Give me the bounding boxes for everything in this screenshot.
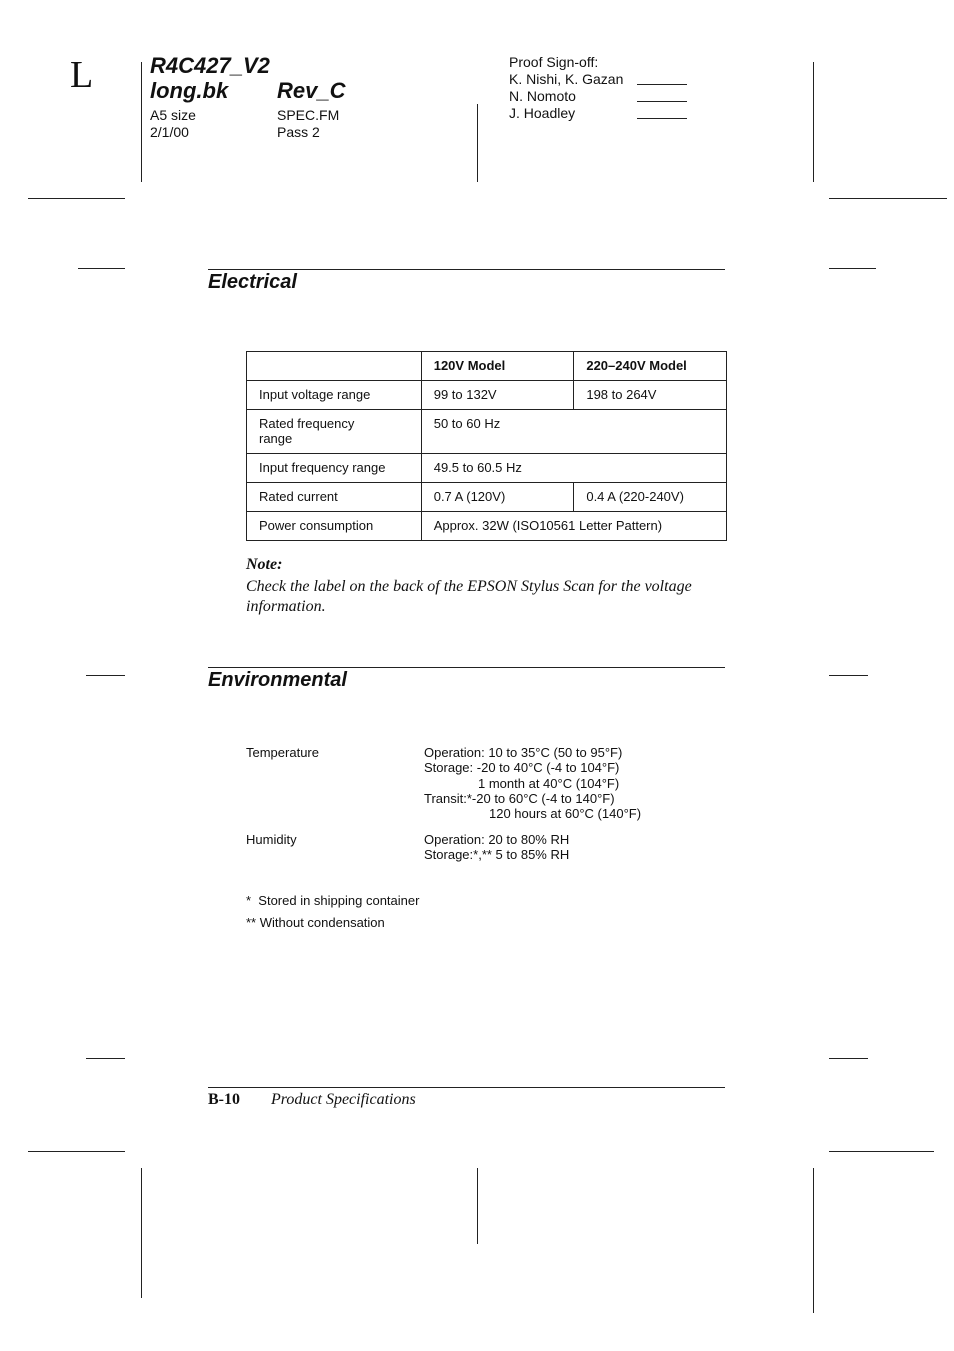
pass: Pass 2: [277, 124, 320, 140]
header-rule: [477, 104, 478, 182]
header-rule: [813, 62, 814, 182]
temperature-line: Operation: 10 to 35°C (50 to 95°F): [424, 745, 623, 760]
source-file: SPEC.FM: [277, 107, 340, 123]
temperature-label: Temperature: [246, 745, 319, 760]
crop-mark: [28, 198, 125, 199]
signature-line: [637, 101, 687, 102]
table-row: [247, 381, 727, 410]
section-title-environmental: Environmental: [208, 669, 347, 691]
table-cell: 0.4 A (220-240V): [574, 483, 727, 512]
page-number: B-10: [208, 1091, 240, 1108]
signature-line: [637, 118, 687, 119]
table-row: [247, 483, 727, 512]
temperature-line: 1 month at 40°C (104°F): [478, 776, 620, 791]
table-header-cell: [247, 352, 422, 381]
crop-mark: [477, 1168, 478, 1244]
crop-mark: [829, 1058, 868, 1059]
crop-mark: [86, 675, 125, 676]
revision: Rev_C: [277, 78, 346, 103]
section-rule: [208, 269, 725, 270]
signer-name: J. Hoadley: [509, 105, 576, 121]
signer-row: [509, 105, 575, 122]
table-row: [247, 454, 727, 483]
table-cell: 50 to 60 Hz: [421, 410, 726, 454]
header-rule: [141, 62, 142, 182]
table-cell: Input frequency range: [247, 454, 422, 483]
table-cell: Power consumption: [247, 512, 422, 541]
table-cell: Rated frequency range: [247, 410, 422, 454]
crop-mark: [829, 675, 868, 676]
proof-signoff-title: Proof Sign-off:: [509, 54, 599, 70]
crop-mark: [141, 1168, 142, 1298]
table-header-cell: 120V Model: [421, 352, 574, 381]
electrical-spec-table: [246, 351, 727, 541]
temperature-line: Storage: -20 to 40°C (-4 to 104°F): [424, 760, 620, 775]
crop-mark: [86, 1058, 125, 1059]
footer-chapter-title: Product Specifications: [271, 1091, 416, 1108]
crop-mark: [829, 268, 876, 269]
book-file: long.bk: [150, 78, 229, 103]
table-header-row: [247, 352, 727, 381]
page-size: A5 size: [150, 107, 196, 123]
signer-name: N. Nomoto: [509, 88, 576, 104]
footnote: ** Without condensation: [246, 915, 385, 930]
table-row: [247, 512, 727, 541]
section-rule: [208, 667, 725, 668]
temperature-line: Transit:*-20 to 60°C (-4 to 140°F): [424, 791, 615, 806]
signer-row: [509, 88, 576, 105]
table-cell: Rated current: [247, 483, 422, 512]
crop-mark: [829, 1151, 934, 1152]
crop-mark: [829, 198, 947, 199]
footnote: * Stored in shipping container: [246, 893, 420, 908]
crop-mark: [813, 1168, 814, 1313]
table-cell: Approx. 32W (ISO10561 Letter Pattern): [421, 512, 726, 541]
humidity-line: Operation: 20 to 80% RH: [424, 832, 570, 847]
page-side-letter: L: [70, 54, 94, 96]
note-text: Check the label on the back of the EPSON Stylus Scan for the voltage information.: [246, 578, 692, 615]
table-cell: 198 to 264V: [574, 381, 727, 410]
signer-name: K. Nishi, K. Gazan: [509, 71, 624, 87]
table-cell: 99 to 132V: [421, 381, 574, 410]
table-cell: Input voltage range: [247, 381, 422, 410]
table-cell: 0.7 A (120V): [421, 483, 574, 512]
table-cell: 49.5 to 60.5 Hz: [421, 454, 726, 483]
humidity-label: Humidity: [246, 832, 297, 847]
signer-row: [509, 71, 623, 88]
humidity-line: Storage:*,** 5 to 85% RH: [424, 847, 570, 862]
crop-mark: [28, 1151, 125, 1152]
temperature-line: 120 hours at 60°C (140°F): [489, 806, 642, 821]
book-code: R4C427_V2: [150, 53, 270, 78]
table-row: [247, 410, 727, 454]
signature-line: [637, 84, 687, 85]
note-label: Note:: [246, 556, 283, 573]
date: 2/1/00: [150, 124, 189, 140]
section-title-electrical: Electrical: [208, 271, 297, 293]
crop-mark: [78, 268, 125, 269]
table-header-cell: 220–240V Model: [574, 352, 727, 381]
footer-rule: [208, 1087, 725, 1088]
